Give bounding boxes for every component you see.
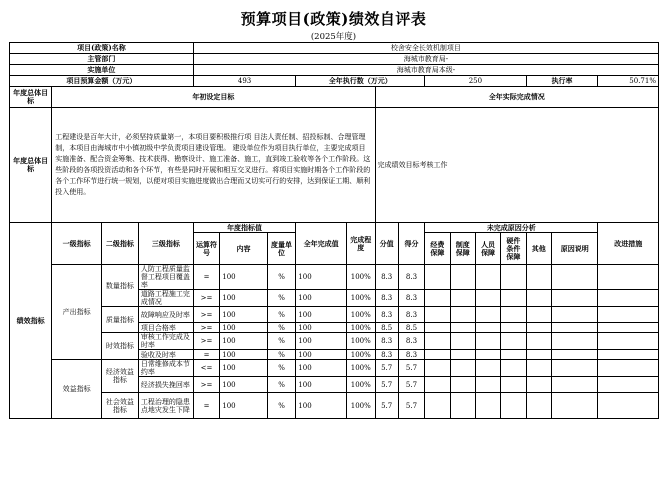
- indicator-degree: 100%: [347, 360, 376, 377]
- indicator-target: 100: [220, 360, 268, 377]
- indicator-unit: %: [267, 393, 296, 419]
- table-row: [10, 265, 659, 290]
- indicator-weight: 8.3: [375, 290, 398, 307]
- indicator-unit: %: [267, 265, 296, 290]
- completion-degree-header: 完成程度: [347, 223, 376, 265]
- project-name-value: 校舍安全长效机制项目: [193, 43, 658, 54]
- indicator-actual: 100: [296, 323, 347, 333]
- indicator-actual: 100: [296, 377, 347, 393]
- indicator-weight: 8.5: [375, 323, 398, 333]
- level1-output: 产出指标: [52, 265, 102, 360]
- indicator-score: 5.7: [398, 377, 424, 393]
- level2-quality: 质量指标: [101, 307, 138, 333]
- indicator-score: 8.5: [398, 323, 424, 333]
- indicator-score: 5.7: [398, 360, 424, 377]
- indicator-degree: 100%: [347, 307, 376, 323]
- table-row: [10, 307, 659, 323]
- indicator-operator: =: [193, 350, 219, 360]
- indicator-degree: 100%: [347, 290, 376, 307]
- indicator-score: 8.3: [398, 265, 424, 290]
- indicator-score: 8.3: [398, 333, 424, 350]
- evaluation-table: [9, 42, 659, 419]
- reason-other-header: 其他: [526, 233, 551, 265]
- indicator-target: 100: [220, 393, 268, 419]
- table-row: [10, 393, 659, 419]
- indicator-unit: %: [267, 360, 296, 377]
- indicator-weight: 5.7: [375, 377, 398, 393]
- indicator-operator: >=: [193, 290, 219, 307]
- goal-row-label: 年度总体目标: [10, 108, 52, 223]
- indicator-actual: 100: [296, 350, 347, 360]
- level1-benefit: 效益指标: [52, 360, 102, 419]
- indicator-actual: 100: [296, 290, 347, 307]
- level2-timeliness: 时效指标: [101, 333, 138, 360]
- annual-target-header: 年度指标值: [193, 223, 295, 233]
- level2-quantity: 数量指标: [101, 265, 138, 307]
- indicator-operator: =: [193, 393, 219, 419]
- page-subtitle: (2025年度): [310, 32, 357, 42]
- indicator-degree: 100%: [347, 377, 376, 393]
- indicator-degree: 100%: [347, 350, 376, 360]
- indicator-score: 8.3: [398, 350, 424, 360]
- actual-completion-text: 完成绩效目标考核工作: [375, 108, 658, 223]
- indicator-degree: 100%: [347, 333, 376, 350]
- level3-header: 三级指标: [138, 223, 193, 265]
- actual-completion-header: 全年实际完成情况: [375, 87, 658, 108]
- indicator-target: 100: [220, 333, 268, 350]
- performance-indicators-label: 绩效指标: [10, 223, 52, 419]
- indicator-weight: 8.3: [375, 307, 398, 323]
- indicator-target: 100: [220, 323, 268, 333]
- indicator-operator: =: [193, 265, 219, 290]
- indicator-operator: >=: [193, 333, 219, 350]
- execution-rate-label: 执行率: [526, 76, 598, 87]
- indicator-degree: 100%: [347, 265, 376, 290]
- indicator-target: 100: [220, 265, 268, 290]
- initial-goal-header: 年初设定目标: [52, 87, 375, 108]
- indicator-name: 工程治理的隐患点地灾发生下降: [138, 393, 193, 419]
- indicator-weight: 5.7: [375, 393, 398, 419]
- operator-header: 运算符号: [193, 233, 219, 265]
- indicator-target: 100: [220, 377, 268, 393]
- weight-header: 分值: [375, 223, 398, 265]
- reason-analysis-header: 未完成原因分析: [425, 223, 598, 233]
- initial-goal-text: 工程建设是百年大计，必须坚持质量第一，本项目要积极推行项 目法人责任制、招投标制、合理管理制，本项目由海城市中小镇初级中学负责项目建设管理。 建设单位作为项目执行单位，主要完成项目实施准备、配合资金筹集、技术获得、勘察设计、施工准备、施工，直到竣工验收等各个工作阶段。这些阶段的各项投资活动和各个环节，有些是同时开展和相互交叉进行。将项目实施时期各个工作阶段的各个工作环节进行统一规划，以便对项目实施进度做出合理而又切实可行的安排，达到保证工期、顺利投入使用。: [52, 108, 375, 223]
- indicator-name: 日常维修成本节约率: [138, 360, 193, 377]
- indicator-name: 验收及时率: [138, 350, 193, 360]
- indicator-degree: 100%: [347, 323, 376, 333]
- indicator-target: 100: [220, 350, 268, 360]
- indicator-operator: >=: [193, 323, 219, 333]
- indicator-name: 审核工作完成及时率: [138, 333, 193, 350]
- indicator-operator: <=: [193, 360, 219, 377]
- goal-header-label: 年度总体目标: [10, 87, 52, 108]
- implementing-unit-label: 实施单位: [10, 65, 194, 76]
- indicator-score: 8.3: [398, 290, 424, 307]
- indicator-actual: 100: [296, 307, 347, 323]
- table-row: [10, 360, 659, 377]
- indicator-score: 5.7: [398, 393, 424, 419]
- level2-header: 二级指标: [101, 223, 138, 265]
- annual-execution-label: 全年执行数（万元）: [296, 76, 425, 87]
- implementing-unit-value: 海城市教育局本级-: [193, 65, 658, 76]
- indicator-target: 100: [220, 290, 268, 307]
- indicator-name: 故障响应及时率: [138, 307, 193, 323]
- indicator-name: 人防工程质量监督工程项目覆盖率: [138, 265, 193, 290]
- indicator-operator: >=: [193, 377, 219, 393]
- table-row: [10, 333, 659, 350]
- reason-staff-header: 人员保障: [475, 233, 500, 265]
- department-label: 主管部门: [10, 54, 194, 65]
- indicator-unit: %: [267, 290, 296, 307]
- indicator-operator: >=: [193, 307, 219, 323]
- indicator-unit: %: [267, 323, 296, 333]
- reason-note-header: 原因说明: [551, 233, 597, 265]
- unit-header: 度量单位: [267, 233, 296, 265]
- reason-funding-header: 经费保障: [425, 233, 450, 265]
- indicator-name: 道路工程施工完成情况: [138, 290, 193, 307]
- indicator-degree: 100%: [347, 393, 376, 419]
- indicator-actual: 100: [296, 393, 347, 419]
- reason-hardware-header: 硬件条件保障: [501, 233, 526, 265]
- budget-amount-label: 项目预算金额（万元）: [10, 76, 194, 87]
- annual-execution-value: 250: [425, 76, 526, 87]
- level2-social: 社会效益指标: [101, 393, 138, 419]
- indicator-name: 项目合格率: [138, 323, 193, 333]
- level2-economic: 经济效益指标: [101, 360, 138, 393]
- indicator-unit: %: [267, 333, 296, 350]
- indicator-weight: 8.3: [375, 350, 398, 360]
- content-header: 内容: [220, 233, 268, 265]
- indicator-weight: 5.7: [375, 360, 398, 377]
- improvement-header: 改进措施: [598, 223, 659, 265]
- indicator-target: 100: [220, 307, 268, 323]
- reason-system-header: 制度保障: [450, 233, 475, 265]
- budget-amount-value: 493: [193, 76, 295, 87]
- indicator-actual: 100: [296, 265, 347, 290]
- execution-rate-value: 50.71%: [598, 76, 659, 87]
- level1-header: 一级指标: [52, 223, 102, 265]
- department-value: 海城市教育局-: [193, 54, 658, 65]
- indicator-weight: 8.3: [375, 265, 398, 290]
- indicator-actual: 100: [296, 360, 347, 377]
- indicator-name: 经济损失挽回率: [138, 377, 193, 393]
- indicator-unit: %: [267, 350, 296, 360]
- indicator-unit: %: [267, 307, 296, 323]
- actual-value-header: 全年完成值: [296, 223, 347, 265]
- indicator-actual: 100: [296, 333, 347, 350]
- project-name-label: 项目(政策)名称: [10, 43, 194, 54]
- indicator-score: 8.3: [398, 307, 424, 323]
- indicator-weight: 8.3: [375, 333, 398, 350]
- page-title: 预算项目(政策)绩效自评表: [240, 10, 427, 28]
- indicator-unit: %: [267, 377, 296, 393]
- score-header: 得分: [398, 223, 424, 265]
